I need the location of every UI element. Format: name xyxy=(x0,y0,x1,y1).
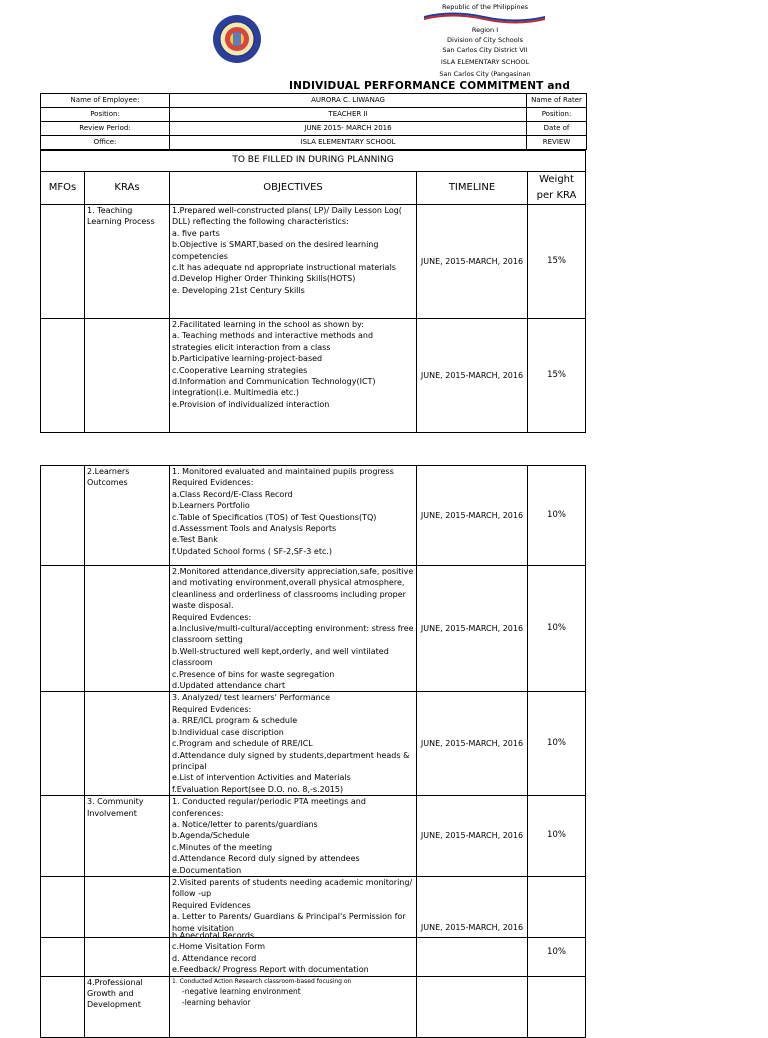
weight-cell: 10% xyxy=(528,566,586,692)
weight-cell xyxy=(528,976,586,1037)
employee-info-table xyxy=(40,93,587,150)
deped-seal xyxy=(212,14,262,64)
objective-cell: 2.Facilitated learning in the school as shown by: a. Teaching methods and interactive methods and strategies elicit interaction from a class b.Participative learning-project-based c.Cooperative Learning strategies d.Information and Communication Technology(ICT) integration(i.e. Multimedia etc.) e.Provision of individualized interaction xyxy=(170,319,417,433)
timeline-cell: JUNE, 2015-MARCH, 2016 xyxy=(417,566,528,692)
weight-cell: 10% xyxy=(528,692,586,796)
col-kras: KRAs xyxy=(85,172,170,205)
kra-cell: 2.Learners Outcomes xyxy=(85,466,170,566)
date-of-label: Date of xyxy=(527,122,587,136)
objective-cell: b.Anecdotal Records c.Home Visitation Form d. Attendance record e.Feedback/ Progress Report with documentation xyxy=(170,930,417,976)
kra-cell: 1. Teaching Learning Process xyxy=(85,205,170,319)
objective-cell: 1.Prepared well-constructed plans( LP)/ Daily Lesson Log( DLL) reflecting the following characteristics: a. five parts b.Objective is SMART,based on the desired learning competencies c.It has adequate nd appropriate instructional materials d.Develop Higher Order Thinking Skills(HOTS) e. Developing 21st Century Skills xyxy=(170,205,417,319)
objective-cell: 2.Monitored attendance,diversity appreciation,safe, positive and motivating environment,overall physical atmosphere, cleanliness and orderliness of classrooms including proper waste disposal. Required Evdences: a.Inclusive/multi-cultural/accepting environment: stress free classroom setting b.Well-structured well kept,orderly, and well vintilated classroom c.Presence of bins for waste segregation d.Updated attendance chart xyxy=(170,566,417,692)
position-label: Position: xyxy=(41,108,170,122)
col-timeline: TIMELINE xyxy=(417,172,528,205)
kra-cell: 4.Professional Growth and Development xyxy=(85,976,170,1037)
review-period-value: JUNE 2015- MARCH 2016 xyxy=(170,122,527,136)
kra-cell: 3. Community Involvement xyxy=(85,796,170,877)
position-value: TEACHER II xyxy=(170,108,527,122)
table-row xyxy=(41,319,586,433)
kra-cell xyxy=(85,876,170,937)
table-row xyxy=(41,930,586,976)
table-row xyxy=(41,566,586,692)
office-label: Office: xyxy=(41,136,170,150)
deped-logo xyxy=(422,10,547,24)
position-label-2: Position: xyxy=(527,108,587,122)
kra-cell xyxy=(85,566,170,692)
school-text: ISLA ELEMENTARY SCHOOL xyxy=(440,58,530,66)
objective-cell: 2.Visited parents of students needing academic monitoring/ follow -up Required Evidences a. Letter to Parents/ Guardians & Principal's Permission for home visitation xyxy=(170,876,417,937)
address-text: San Carlos City (Pangasinan xyxy=(439,70,531,78)
timeline-cell: JUNE, 2015-MARCH, 2016 xyxy=(417,796,528,877)
commitment-table-3 xyxy=(40,930,586,1038)
weight-cell: 10% xyxy=(528,466,586,566)
table-row xyxy=(41,976,586,1037)
weight-cell: 15% xyxy=(528,205,586,319)
timeline-cell: JUNE, 2015-MARCH, 2016 xyxy=(417,876,528,937)
district-text: San Carlos City District VII xyxy=(442,46,528,54)
objective-cell: 3. Analyzed/ test learners' Performance Required Evdences: a. RRE/ICL program & schedule b.Individual case discription c.Program and schedule of RRE/ICL d.Attendance duly signed by students,department heads & principal e.List of intervention Activities and Materials f.Evaluation Report(see D.O. no. 8,-s.2015) xyxy=(170,692,417,796)
table-row xyxy=(41,692,586,796)
objective-small-text: 1. Conducted Action Research classroom-based focusing on xyxy=(172,977,352,985)
name-label: Name of Employee: xyxy=(41,94,170,108)
objective-cell: 1. Conducted regular/periodic PTA meetings and conferences: a. Notice/letter to parents/guardians b.Agenda/Schedule c.Minutes of the meeting d.Attendance Record duly signed by attendees e.Documentation xyxy=(170,796,417,877)
timeline-cell: JUNE, 2015-MARCH, 2016 xyxy=(417,205,528,319)
weight-cell: 10% xyxy=(528,796,586,877)
name-value: AURORA C. LIWANAG xyxy=(170,94,527,108)
review-word: REVIEW xyxy=(527,136,587,150)
weight-cell: 10% xyxy=(528,930,586,976)
table-row xyxy=(41,466,586,566)
objective-rest-text: -negative learning environment -learning behavior xyxy=(182,986,301,1007)
table-row xyxy=(41,205,586,319)
republic-text: Republic of the Philippines xyxy=(442,3,528,11)
rater-label: Name of Rater xyxy=(527,94,587,108)
commitment-table-2 xyxy=(40,465,586,938)
objective-cell xyxy=(170,976,417,1037)
table-row xyxy=(41,796,586,877)
col-weight: Weight per KRA xyxy=(528,172,586,205)
planning-label: TO BE FILLED IN DURING PLANNING xyxy=(41,151,586,172)
page-title: INDIVIDUAL PERFORMANCE COMMITMENT and xyxy=(289,80,571,92)
review-period-label: Review Period: xyxy=(41,122,170,136)
kra-cell xyxy=(85,319,170,433)
commitment-table-1 xyxy=(40,150,586,433)
table-row xyxy=(41,876,586,937)
region-text: Region I xyxy=(471,26,499,34)
timeline-cell: JUNE, 2015-MARCH, 2016 xyxy=(417,692,528,796)
kra-cell xyxy=(85,930,170,976)
objective-cell: 1. Monitored evaluated and maintained pupils progress Required Evidences: a.Class Record/E-Class Record b.Learners Portfolio c.Table of Specificatios (TOS) of Test Questions(TQ) d.Assessment Tools and Analysis Reports e.Test Bank f.Updated School forms ( SF-2,SF-3 etc.) xyxy=(170,466,417,566)
office-value: ISLA ELEMENTARY SCHOOL xyxy=(170,136,527,150)
weight-cell: 15% xyxy=(528,319,586,433)
division-text: Division of City Schools xyxy=(447,36,523,44)
weight-cell xyxy=(528,876,586,937)
kra-cell xyxy=(85,692,170,796)
timeline-cell: JUNE, 2015-MARCH, 2016 xyxy=(417,466,528,566)
col-objectives: OBJECTIVES xyxy=(170,172,417,205)
timeline-cell xyxy=(417,930,528,976)
col-mfos: MFOs xyxy=(41,172,85,205)
timeline-cell: JUNE, 2015-MARCH, 2016 xyxy=(417,319,528,433)
timeline-cell xyxy=(417,976,528,1037)
